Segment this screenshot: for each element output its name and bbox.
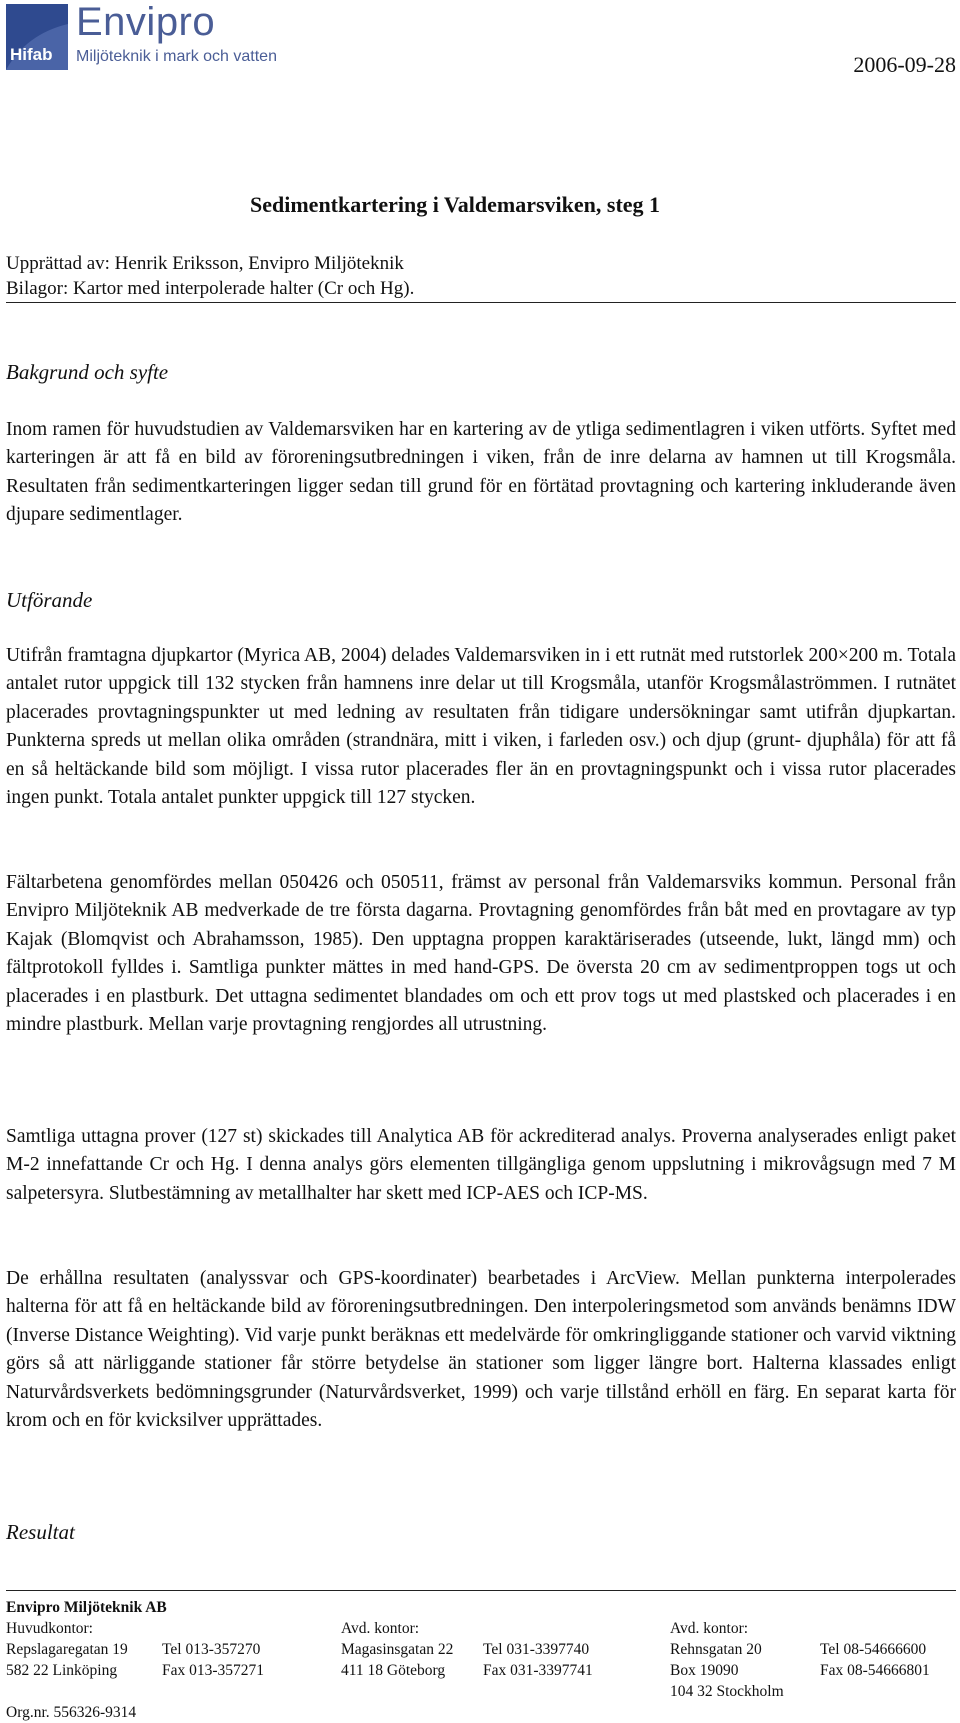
footer-head-office bbox=[6, 1618, 264, 1723]
footer-tel: Tel 013-357270 bbox=[162, 1641, 261, 1658]
footer-fax: Fax 031-3397741 bbox=[483, 1662, 593, 1679]
footer-street: Magasinsgatan 22 bbox=[341, 1641, 454, 1658]
logo-mark-text: Hifab bbox=[10, 45, 53, 64]
attachments-line: Bilagor: Kartor med interpolerade halter (Cr och Hg). bbox=[6, 278, 415, 299]
logo-brand-name: Envipro bbox=[76, 0, 216, 44]
footer-street: Rehnsgatan 20 bbox=[670, 1641, 762, 1658]
footer-city: 411 18 Göteborg bbox=[341, 1662, 446, 1679]
footer-office-label: Avd. kontor: bbox=[670, 1620, 749, 1637]
footer-office-label: Huvudkontor: bbox=[6, 1620, 93, 1637]
execution-paragraph-2: Fältarbetena genomfördes mellan 050426 och 050511, främst av personal från Valdemarsviks kommun. Personal från Envipro Miljöteknik AB medverkade de tre första dagarna. Provtagning genomfördes från båt med en provtagare av typ Kajak (Blomqvist och Abrahamsson, 1985). Den upptagna proppen karaktäriserades (utseende, lukt, längd mm) och fältprotokoll fylldes i. Samtliga punkter mättes in med hand-GPS. De översta 20 cm av sedimentproppen togs ut och placerades i en plastburk. Det uttagna sedimentet blandades om och ett prov togs ut med plastsked och placerades i en mindre plastburk. Mellan varje provtagning rengjordes all utrustning. bbox=[6, 872, 956, 1036]
footer-office-label: Avd. kontor: bbox=[341, 1620, 420, 1637]
footer-city: 582 22 Linköping bbox=[6, 1662, 118, 1679]
author-line: Upprättad av: Henrik Eriksson, Envipro Miljöteknik bbox=[6, 253, 404, 274]
heading-execution: Utförande bbox=[6, 588, 93, 612]
footer-divider bbox=[6, 1590, 956, 1591]
background-paragraph: Inom ramen för huvudstudien av Valdemarsviken har en kartering av de ytliga sedimentlagren i viken utförts. Syftet med karteringen är att få en bild av föroreningsutbredningen i viken, från de inre delarna av hamnen ut till Krogsmåla. Resultaten från sedimentkarteringen ligger sedan till grund för en förtätad provtagning och kartering inkluderande även djupare sedimentlager. bbox=[6, 419, 956, 526]
footer-tel: Tel 031-3397740 bbox=[483, 1641, 590, 1658]
footer-fax: Fax 08-54666801 bbox=[820, 1662, 930, 1679]
heading-background: Bakgrund och syfte bbox=[6, 360, 169, 384]
execution-paragraph-3: Samtliga uttagna prover (127 st) skickades till Analytica AB för ackrediterad analys. Proverna analyserades enligt paket M-2 innefattande Cr och Hg. I denna analys görs elementen tillgängliga genom uppslutning i mikrovågsugn med 7 M salpetersyra. Slutbestämning av metallhalter har skett med ICP-AES och ICP-MS. bbox=[6, 1126, 956, 1204]
execution-paragraph-4: De erhållna resultaten (analyssvar och GPS-koordinater) bearbetades i ArcView. Mellan punkterna interpolerades halterna för att få en heltäckande bild av föroreningsutbredningen. Den interpoleringsmetod som används benämns IDW (Inverse Distance Weighting). Vid varje punkt beräknas ett medelvärde för omkringliggande stationer och varvid viktning görs så att närliggande stationer får större betydelse än stationer som ligger längre bort. Halterna klassades enligt Naturvårdsverkets bedömningsgrunder (Naturvårdsverket, 1999) och varje tillstånd erhöll en färg. En separat karta för krom och en för kvicksilver upprättades. bbox=[6, 1268, 956, 1432]
footer-company-name: Envipro Miljöteknik AB bbox=[6, 1599, 167, 1616]
logo-tagline: Miljöteknik i mark och vatten bbox=[76, 48, 277, 65]
footer-org-number: Org.nr. 556326-9314 bbox=[6, 1704, 137, 1721]
header-divider bbox=[6, 302, 956, 303]
footer-gothenburg-office bbox=[341, 1618, 593, 1681]
document-title: Sedimentkartering i Valdemarsviken, steg 1 bbox=[250, 192, 661, 217]
footer-street: Repslagaregatan 19 bbox=[6, 1641, 128, 1658]
page-footer bbox=[6, 1597, 956, 1721]
footer-city: 104 32 Stockholm bbox=[670, 1683, 784, 1700]
footer-stockholm-office bbox=[670, 1618, 930, 1702]
document-meta bbox=[6, 251, 414, 301]
footer-fax: Fax 013-357271 bbox=[162, 1662, 265, 1679]
footer-tel: Tel 08-54666600 bbox=[820, 1641, 927, 1658]
execution-paragraph-1: Utifrån framtagna djupkartor (Myrica AB, 2004) delades Valdemarsviken in i ett rutnät med rutstorlek 200×200 m. Totala antalet rutor uppgick till 132 stycken från hamnens inre delar ut till Krogsmåla, utanför Krogsmålaströmmen. I rutnätet placerades provtagningspunkter ut med ledning av resultaten från tidigare undersökningar samt utifrån djupkartan. Punkterna spreds ut mellan olika områden (strandnära, mitt i viken, i farleden osv.) och djup (grunt- djuphåla) för att få en så heltäckande bild som möjligt. I vissa rutor placerades fler än en provtagningspunkt och i vissa rutor placerades ingen punkt. Totala antalet punkter uppgick till 127 stycken. bbox=[6, 645, 956, 809]
heading-results: Resultat bbox=[6, 1520, 75, 1544]
document-date: 2006-09-28 bbox=[853, 52, 956, 77]
footer-box: Box 19090 bbox=[670, 1662, 739, 1679]
company-logo bbox=[6, 0, 306, 74]
hifab-logo-mark bbox=[6, 4, 68, 70]
